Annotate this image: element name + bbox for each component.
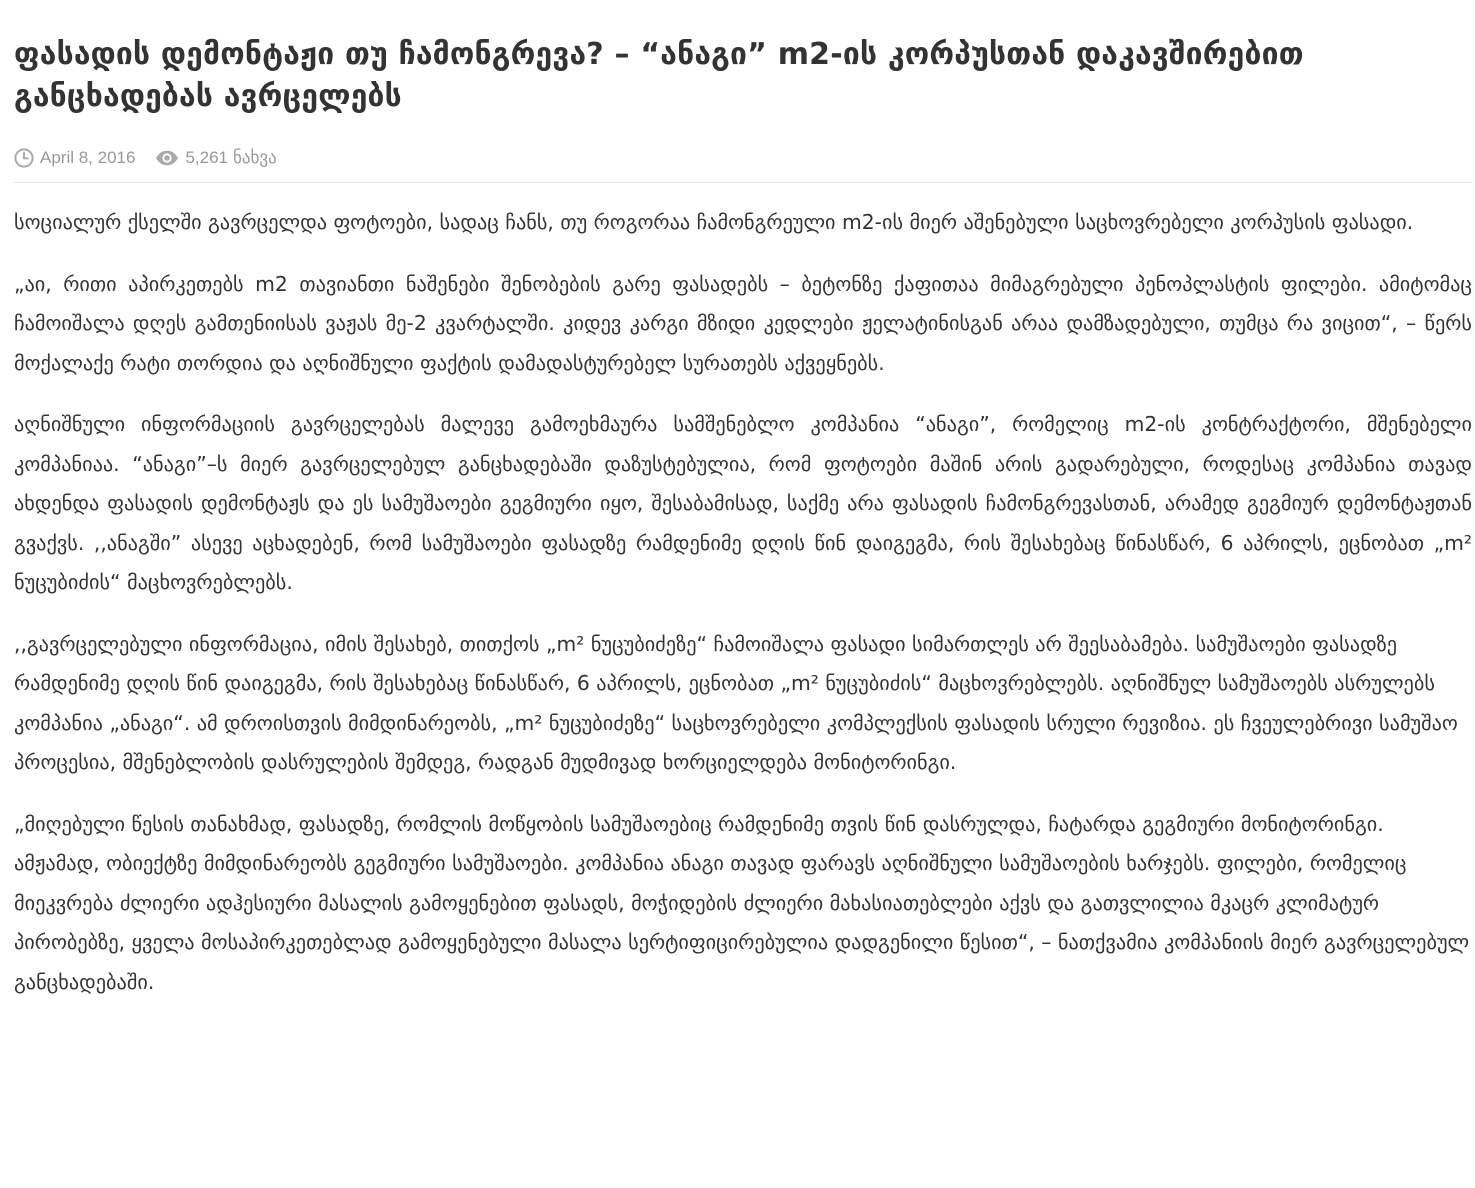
eye-icon: [155, 150, 179, 166]
paragraph: „მიღებული წესის თანახმად, ფასადზე, რომლის მოწყობის სამუშაოებიც რამდენიმე თვის წინ დასრულდა, ჩატარდა გეგმიური მონიტორინგი. ამჟამად, ობიექტზე მიმდინარეობს გეგმიური სამუშაოები. კომპანია ანაგი თავად ფარავს აღნიშნული სამუშაოების ხარჯებს. ფილები, რომელიც მიეკვრება ძლიერი ადჰესიური მასალის გამოყენებით ფასადს, მოჭიდების ძლიერი მახასიათებლები აქვს და გათვლილია მკაცრ კლიმატურ პირობებზე, ყველა მოსაპირკეთებლად გამოყენებული მასალა სერტიფიცირებულია დადგენილი წესით“, – ნათქვამია კომპანიის მიერ გავრცელებულ განცხადებაში.: [14, 811, 1470, 994]
article-body: [14, 203, 1472, 1002]
view-count-number: 5,261: [185, 148, 228, 167]
meta-divider: [14, 182, 1472, 183]
publish-date: [14, 148, 135, 168]
paragraph: სოციალურ ქსელში გავრცელდა ფოტოები, სადაც ჩანს, თუ როგორაა ჩამონგრეული m2-ის მიერ აშენებული საცხოვრებელი კორპუსის ფასადი.: [14, 210, 1414, 234]
paragraph: ,,გავრცელებული ინფორმაცია, იმის შესახებ, თითქოს „m² ნუცუბიძეზე“ ჩამოიშალა ფასადი სიმართლეს არ შეესაბამება. სამუშაოები ფასადზე რამდენიმე დღის წინ დაიგეგმა, რის შესახებაც წინასწარ, 6 აპრილს, ეცნობათ „m² ნუცუბიძის“ მაცხოვრებლებს. აღნიშნულ სამუშაოებს ასრულებს კომპანია „ანაგი“. ამ დროისთვის მიმდინარეობს, „m² ნუცუბიძეზე“ საცხოვრებელი კომპლექსის ფასადის სრული რევიზია. ეს ჩვეულებრივი სამუშაო პროცესია, მშენებლობის დასრულების შემდეგ, რადგან მუდმივად ხორციელდება მონიტორინგი.: [14, 631, 1458, 774]
publish-date-text: April 8, 2016: [40, 148, 136, 167]
view-count-label: ნახვა: [233, 148, 277, 168]
article-meta: [14, 146, 1472, 170]
clock-icon: [14, 148, 34, 168]
article-title: ფასადის დემონტაჟი თუ ჩამონგრევა? – “ანაგი” m2-ის კორპუსთან დაკავშირებით განცხადებას ავრცელებს: [14, 37, 1304, 114]
paragraph: აღნიშნული ინფორმაციის გავრცელებას მალევე გამოეხმაურა სამშენებლო კომპანია “ანაგი”, რომელიც m2-ის კონტრაქტორი, მშენებელი კომპანიაა. “ანაგი”–ს მიერ გავრცელებულ განცხადებაში დაზუსტებულია, რომ ფოტოები მაშინ არის გადარებული, როდესაც კომპანია თავად ახდენდა ფასადის დემონტაჟს და ეს სამუშაოები გეგმიური იყო, შესაბამისად, საქმე არა ფასადის ჩამონგრევასთან, არამედ გეგმიურ დემონტაჟთან გვაქვს. ,,ანაგში” ასევე აცხადებენ, რომ სამუშაოები ფასადზე რამდენიმე დღის წინ დაიგეგმა, რის შესახებაც წინასწარ, 6 აპრილს, ეცნობათ „m² ნუცუბიძის“ მაცხოვრებლებს.: [14, 412, 1472, 594]
paragraph: „აი, რითი აპირკეთებს m2 თავიანთი ნაშენები შენობების გარე ფასადებს – ბეტონზე ქაფითაა მიმაგრებული პენოპლასტის ფილები. ამიტომაც ჩამოიშალა დღეს გამთენიისას ვაჟას მე-2 კვარტალში. კიდევ კარგი მზიდი კედლები ჟელატინისგან არაა დამზადებული, თუმცა რა ვიცით“, – წერს მოქალაქე რატი თორდია და აღნიშნული ფაქტის დამადასტურებელ სურათებს აქვეყნებს.: [14, 271, 1472, 375]
view-count: [155, 148, 276, 168]
